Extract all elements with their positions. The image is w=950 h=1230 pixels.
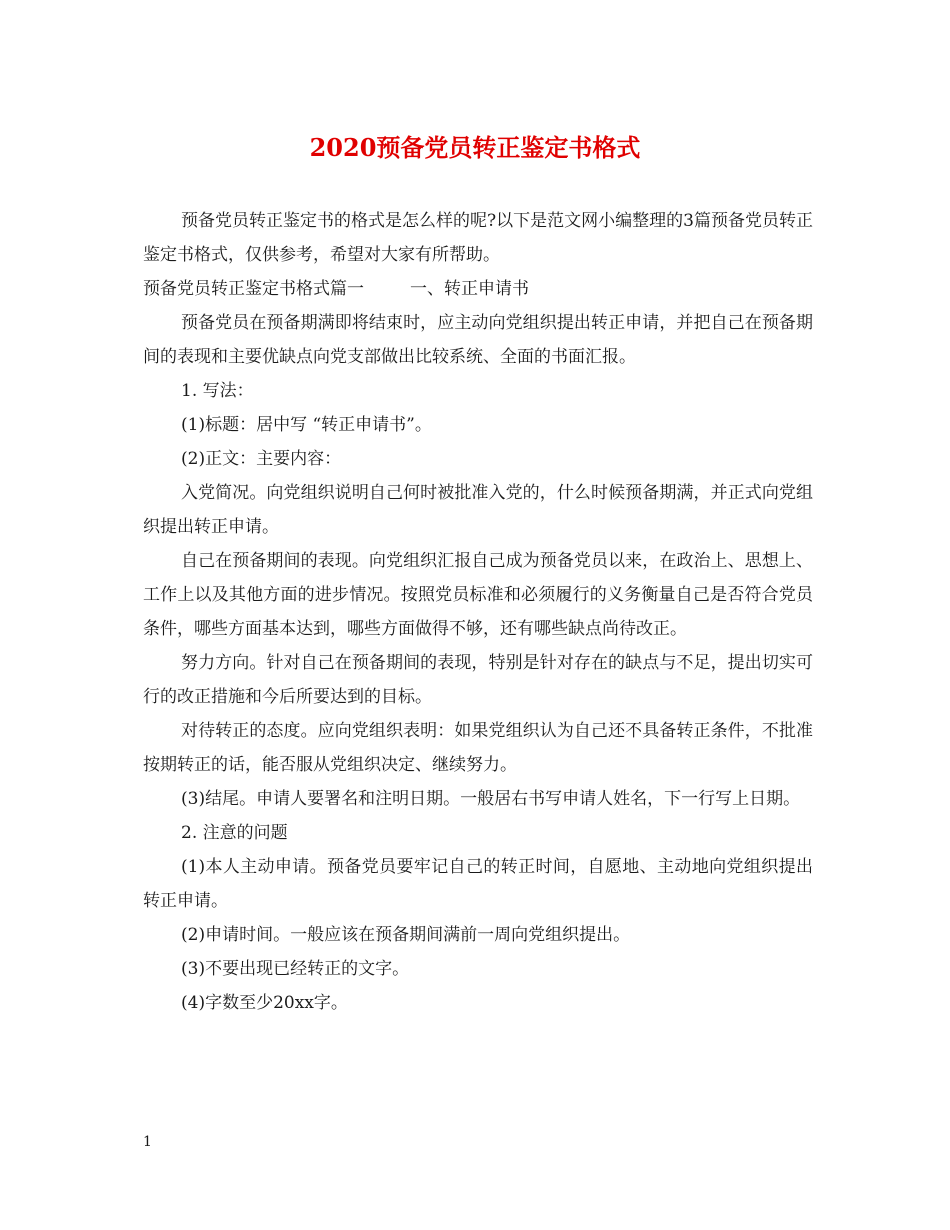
document-title: 2020预备党员转正鉴定书格式 [309, 133, 641, 162]
list-heading: 2. 注意的问题 [181, 823, 288, 843]
list-item: (3)不要出现已经转正的文字。 [181, 959, 410, 979]
list-item: (1)本人主动申请。预备党员要牢记自己的转正时间，自愿地、主动地向党组织提出转正申请。 [143, 857, 813, 911]
subsection-heading: 一、转正申请书 [410, 279, 529, 299]
list-item: (2)申请时间。一般应该在预备期间满前一周向党组织提出。 [181, 925, 631, 945]
body-paragraph: 对待转正的态度。应向党组织表明：如果党组织认为自己还不具备转正条件，不批准按期转正的话，能否服从党组织决定、继续努力。 [143, 721, 813, 775]
list-item: (1)标题：居中写 “转正申请书”。 [181, 415, 432, 435]
section-heading: 预备党员转正鉴定书格式篇一 [143, 279, 364, 299]
list-item: (2)正文：主要内容： [181, 449, 342, 469]
page-number: 1 [143, 1134, 152, 1150]
body-paragraph: 自己在预备期间的表现。向党组织汇报自己成为预备党员以来，在政治上、思想上、工作上以及其他方面的进步情况。按照党员标准和必须履行的义务衡量自己是否符合党员条件，哪些方面基本达到，哪些方面做得不够，还有哪些缺点尚待改正。 [143, 551, 813, 639]
list-item: (4)字数至少20xx字。 [181, 993, 348, 1013]
body-paragraph: 预备党员在预备期满即将结束时，应主动向党组织提出转正申请，并把自己在预备期间的表现和主要优缺点向党支部做出比较系统、全面的书面汇报。 [143, 313, 813, 367]
body-paragraph: 入党简况。向党组织说明自己何时被批准入党的，什么时候预备期满，并正式向党组织提出转正申请。 [143, 483, 813, 537]
body-paragraph: 努力方向。针对自己在预备期间的表现，特别是针对存在的缺点与不足，提出切实可行的改正措施和今后所要达到的目标。 [143, 653, 813, 707]
list-heading: 1. 写法： [181, 381, 254, 401]
document-body [143, 204, 813, 1020]
intro-paragraph: 预备党员转正鉴定书的格式是怎么样的呢?以下是范文网小编整理的3篇预备党员转正鉴定书格式，仅供参考，希望对大家有所帮助。 [143, 211, 813, 265]
section-heading-line [143, 272, 813, 306]
body-paragraph: (3)结尾。申请人要署名和注明日期。一般居右书写申请人姓名，下一行写上日期。 [181, 789, 801, 809]
